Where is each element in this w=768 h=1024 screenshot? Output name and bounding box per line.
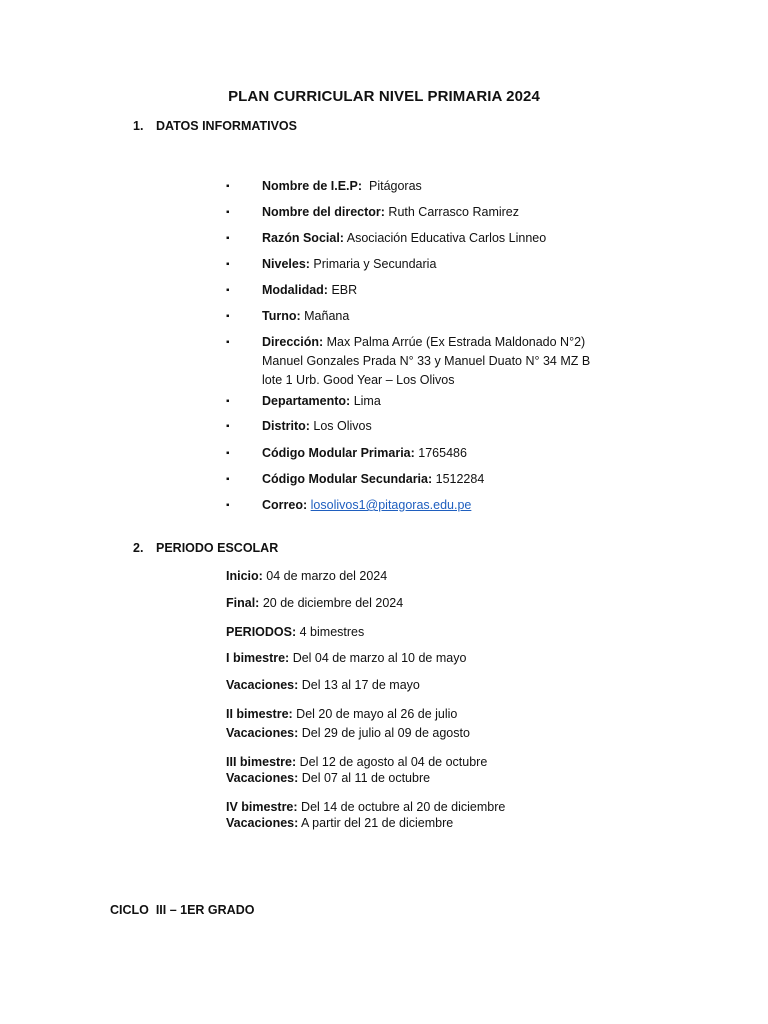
bullet-marker: ▪ [226, 448, 230, 459]
section-periodo-heading [133, 541, 278, 555]
period-label: III bimestre: [226, 755, 297, 769]
field-label: Departamento: [262, 394, 351, 408]
field-label: Correo: [262, 498, 308, 512]
bullet-marker: ▪ [226, 259, 230, 270]
field-label: Turno: [262, 309, 301, 323]
field-label: Nombre del director: [262, 205, 385, 219]
period-label: Vacaciones: [226, 678, 299, 692]
period-value: Del 14 de octubre al 20 de diciembre [297, 800, 506, 814]
period-value: 20 de diciembre del 2024 [259, 596, 404, 610]
field-value: Ruth Carrasco Ramirez [384, 205, 520, 219]
period-value: Del 07 al 11 de octubre [298, 771, 431, 785]
section-title: PERIODO ESCOLAR [156, 541, 279, 555]
bullet-marker: ▪ [226, 337, 230, 348]
period-value: Del 04 de marzo al 10 de mayo [289, 651, 467, 665]
period-label: II bimestre: [226, 707, 293, 721]
period-line [226, 754, 487, 771]
period-value: Del 29 de julio al 09 de agosto [298, 726, 470, 740]
period-label: Vacaciones: [226, 726, 299, 740]
period-value: 4 bimestres [296, 625, 365, 639]
field-value: Mañana [300, 309, 350, 323]
period-line [226, 624, 364, 641]
bullet-marker: ▪ [226, 181, 230, 192]
section-datos-heading [133, 119, 297, 133]
field-value: Primaria y Secundaria [309, 257, 437, 271]
field-label: Modalidad: [262, 283, 328, 297]
period-label: Vacaciones: [226, 771, 299, 785]
period-line [226, 568, 387, 585]
field-value: Los Olivos [309, 419, 372, 433]
field-label: Código Modular Secundaria: [262, 472, 433, 486]
field-label: Nombre de I.E.P: [262, 179, 363, 193]
ciclo-heading: CICLO III – 1ER GRADO [110, 903, 255, 917]
period-line [226, 799, 505, 816]
field-label: Distrito: [262, 419, 310, 433]
bullet-marker: ▪ [226, 421, 230, 432]
bullet-marker: ▪ [226, 233, 230, 244]
bullet-marker: ▪ [226, 285, 230, 296]
field-value: Asociación Educativa Carlos Linneo [343, 231, 547, 245]
period-line [226, 650, 466, 667]
section-title: DATOS INFORMATIVOS [156, 119, 297, 133]
period-label: PERIODOS: [226, 625, 297, 639]
document-title: PLAN CURRICULAR NIVEL PRIMARIA 2024 [228, 88, 540, 105]
period-line [226, 677, 420, 694]
period-value: Del 20 de mayo al 26 de julio [292, 707, 458, 721]
field-label: Dirección: [262, 335, 324, 349]
field-label: Niveles: [262, 257, 310, 271]
period-label: Final: [226, 596, 260, 610]
field-value: Pitágoras [362, 179, 422, 193]
field-value: 1765486 [414, 446, 467, 460]
bullet-marker: ▪ [226, 474, 230, 485]
period-line [226, 706, 457, 723]
field-label: Código Modular Primaria: [262, 446, 415, 460]
period-label: IV bimestre: [226, 800, 298, 814]
section-number: 1. [133, 119, 144, 133]
period-value: A partir del 21 de diciembre [298, 816, 454, 830]
field-label: Razón Social: [262, 231, 344, 245]
period-line [226, 595, 403, 612]
field-value: Max Palma Arrúe (Ex Estrada Maldonado N°2) Manuel Gonzales Prada N° 33 y Manuel Duato N° 34 MZ B lote 1 Urb. Good Year – Los Olivos [262, 335, 591, 387]
field-value: EBR [327, 283, 358, 297]
period-line [226, 725, 470, 742]
section-number: 2. [133, 541, 144, 555]
period-label: Vacaciones: [226, 816, 299, 830]
bullet-marker: ▪ [226, 396, 230, 407]
period-value: Del 12 de agosto al 04 de octubre [296, 755, 488, 769]
bullet-marker: ▪ [226, 500, 230, 511]
period-label: Inicio: [226, 569, 263, 583]
period-line [226, 815, 453, 832]
period-value: 04 de marzo del 2024 [262, 569, 388, 583]
bullet-marker: ▪ [226, 207, 230, 218]
period-line [226, 770, 430, 787]
period-value: Del 13 al 17 de mayo [298, 678, 420, 692]
period-label: I bimestre: [226, 651, 290, 665]
field-value: Lima [350, 394, 381, 408]
email-link[interactable]: losolivos1@pitagoras.edu.pe [310, 498, 472, 512]
field-value: 1512284 [432, 472, 485, 486]
bullet-marker: ▪ [226, 311, 230, 322]
